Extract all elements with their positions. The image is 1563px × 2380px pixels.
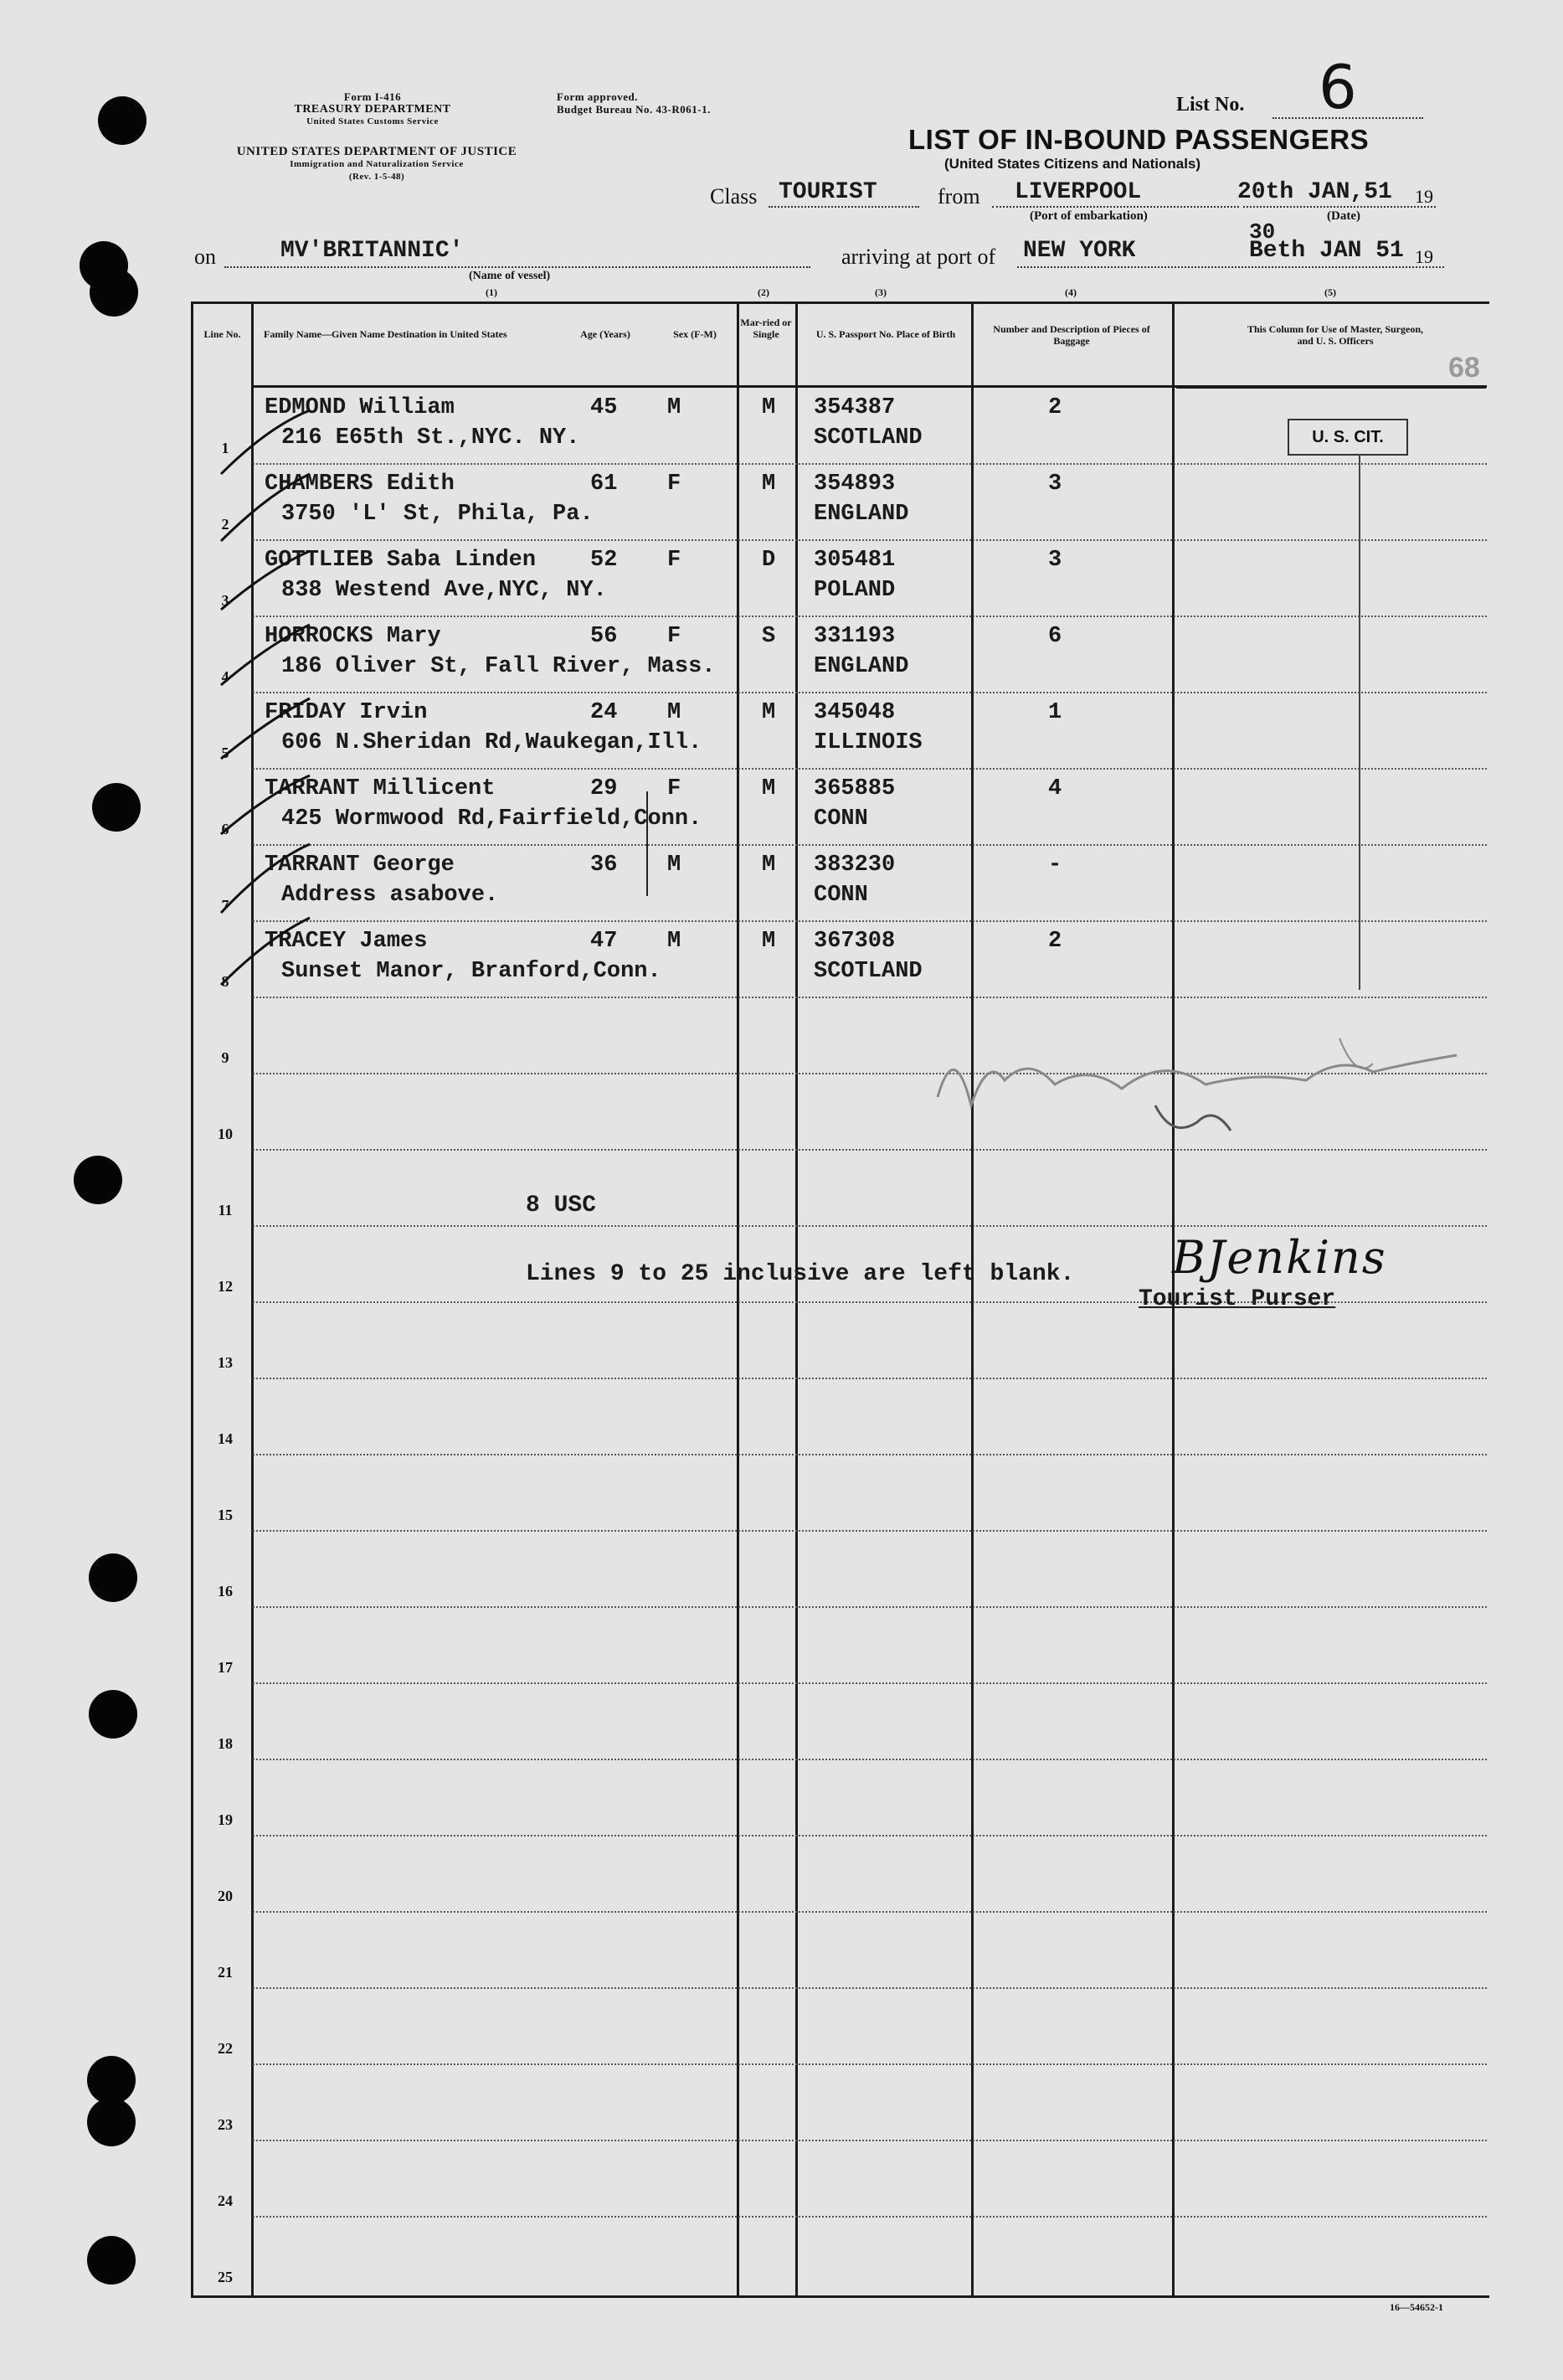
passenger-age: 52 (590, 548, 618, 573)
vessel-name: MV'BRITANNIC' (280, 238, 464, 264)
form-approved: Form approved. (557, 90, 639, 103)
col-num-3: (3) (875, 286, 887, 298)
treasury-block (247, 90, 498, 128)
passenger-passport: 365885 (814, 776, 896, 801)
line-number: 7 (221, 897, 229, 914)
line-number: 23 (218, 2116, 233, 2133)
arriving-label: arriving at port of (841, 245, 996, 269)
line-number: 3 (221, 592, 229, 609)
header-age: Age (Years) (580, 328, 630, 340)
passenger-age: 29 (590, 776, 618, 801)
line-number: 12 (218, 1278, 233, 1295)
row-rule (253, 1606, 1487, 1608)
header-name: Family Name—Given Name Destination in United States (264, 328, 507, 340)
class-label: Class (710, 184, 758, 209)
row-rule (253, 1682, 1487, 1684)
passenger-sex: F (667, 624, 681, 649)
col-num-4: (4) (1065, 286, 1077, 298)
passenger-sex: F (667, 471, 681, 497)
year-suffix-2: 19 (1415, 246, 1433, 267)
line-number: 21 (218, 1964, 233, 1981)
row-rule (253, 1987, 1487, 1989)
passenger-marital-status: D (762, 548, 776, 573)
doj-title: UNITED STATES DEPARTMENT OF JUSTICE (236, 145, 517, 158)
line-number: 22 (218, 2040, 233, 2057)
passenger-sex: F (667, 548, 681, 573)
passenger-address: 425 Wormwood Rd,Fairfield,Conn. (281, 806, 702, 832)
passenger-birthplace: SCOTLAND (814, 959, 923, 984)
passenger-marital-status: M (762, 471, 776, 497)
punch-hole (89, 1690, 137, 1739)
passenger-baggage: 3 (1048, 471, 1062, 497)
class-line (769, 206, 919, 208)
passenger-baggage: 4 (1048, 776, 1062, 801)
passenger-name: CHAMBERS Edith (265, 471, 455, 497)
from-line (992, 206, 1239, 208)
treasury-dept: TREASURY DEPARTMENT (294, 103, 451, 116)
passenger-name: GOTTLIEB Saba Linden (265, 548, 537, 573)
punch-hole (87, 2098, 136, 2146)
passenger-name: HORROCKS Mary (265, 624, 441, 649)
arrival-port: NEW YORK (1023, 238, 1136, 264)
passenger-name: FRIDAY Irvin (265, 700, 428, 725)
line-number: 5 (221, 744, 229, 761)
line-number: 2 (221, 516, 229, 533)
from-label: from (938, 184, 980, 209)
passenger-birthplace: POLAND (814, 578, 896, 603)
inspector-signature (921, 1005, 1465, 1147)
passenger-sex: M (667, 395, 681, 420)
list-no-value: 6 (1319, 52, 1357, 122)
us-cit-stamp: U. S. CIT. (1288, 419, 1408, 456)
passenger-birthplace: CONN (814, 883, 868, 908)
year-suffix: 19 (1415, 186, 1433, 207)
us-cit-bracket-line (1359, 454, 1360, 990)
list-no-label: List No. (1176, 94, 1245, 116)
header-baggage: Number and Description of Pieces of Baggage (993, 323, 1150, 347)
passenger-sex: M (667, 929, 681, 954)
passenger-passport: 383230 (814, 853, 896, 878)
passenger-birthplace: SCOTLAND (814, 425, 923, 451)
bracket-mark (646, 791, 648, 896)
passenger-marital-status: M (762, 700, 776, 725)
line-number: 10 (218, 1126, 233, 1142)
line-number: 25 (218, 2269, 233, 2285)
header-rule-right (1176, 387, 1486, 389)
passenger-passport: 354387 (814, 395, 896, 420)
line-number: 19 (218, 1811, 233, 1828)
passenger-name: TRACEY James (265, 929, 428, 954)
class-value: TOURIST (779, 179, 877, 205)
purser-signature: BJenkins (1172, 1231, 1387, 1284)
passenger-age: 61 (590, 471, 618, 497)
page-subtitle: (United States Citizens and Nationals) (944, 156, 1201, 172)
date-line (1243, 206, 1436, 208)
header-passport: U. S. Passport No. Place of Birth (815, 328, 956, 340)
punch-hole (74, 1156, 122, 1204)
row-rule (253, 1149, 1487, 1151)
doj-block (188, 146, 565, 183)
passenger-marital-status: M (762, 395, 776, 420)
passenger-address: 838 Westend Ave,NYC, NY. (281, 578, 607, 603)
line-number: 6 (221, 821, 229, 837)
line-number: 11 (218, 1202, 233, 1218)
passenger-age: 45 (590, 395, 618, 420)
passenger-sex: M (667, 853, 681, 878)
passenger-marital-status: M (762, 776, 776, 801)
col-num-1: (1) (486, 286, 497, 298)
row-rule (253, 2216, 1487, 2218)
passenger-name: EDMOND William (265, 395, 455, 420)
footer-code: 16—54652-1 (1390, 2301, 1443, 2313)
line-number: 4 (221, 668, 229, 685)
check-marks (209, 394, 343, 1030)
line-number: 20 (218, 1888, 233, 1904)
passenger-sex: M (667, 700, 681, 725)
passenger-passport: 354893 (814, 471, 896, 497)
col-divider-married (795, 301, 798, 2295)
row-rule (253, 692, 1487, 693)
row-rule (253, 1759, 1487, 1760)
passenger-address: 606 N.Sheridan Rd,Waukegan,Ill. (281, 730, 702, 755)
ins-title: Immigration and Naturalization Service (290, 159, 464, 169)
passenger-age: 36 (590, 853, 618, 878)
row-rule (253, 920, 1487, 922)
passenger-birthplace: ILLINOIS (814, 730, 923, 755)
passenger-passport: 345048 (814, 700, 896, 725)
line-number: 8 (221, 973, 229, 990)
line-number: 15 (218, 1507, 233, 1523)
passenger-address: 216 E65th St.,NYC. NY. (281, 425, 580, 451)
approval-block (557, 90, 774, 116)
punch-hole (90, 268, 138, 317)
passenger-marital-status: S (762, 624, 776, 649)
arrival-line (1017, 266, 1444, 268)
row-rule (253, 768, 1487, 770)
blank-lines-note: Lines 9 to 25 inclusive are left blank. (526, 1261, 1075, 1287)
purser-title: Tourist Purser (1139, 1286, 1336, 1312)
passenger-birthplace: ENGLAND (814, 654, 909, 679)
passenger-address: Address asabove. (281, 883, 499, 908)
passenger-age: 47 (590, 929, 618, 954)
passenger-name: TARRANT Millicent (265, 776, 496, 801)
page-mark: 68 (1448, 352, 1480, 384)
passenger-baggage: 2 (1048, 929, 1062, 954)
passenger-age: 56 (590, 624, 618, 649)
date-caption: (Date) (1327, 209, 1360, 223)
col-num-5: (5) (1324, 286, 1336, 298)
passenger-birthplace: ENGLAND (814, 502, 909, 527)
row-rule (253, 2140, 1487, 2141)
row-rule (253, 1454, 1487, 1455)
port-caption: (Port of embarkation) (1030, 209, 1148, 223)
row-rule (253, 2063, 1487, 2065)
line-number: 18 (218, 1735, 233, 1752)
customs-service: United States Customs Service (306, 116, 439, 126)
row-rule (253, 844, 1487, 846)
row-rule (253, 539, 1487, 541)
passenger-address: 3750 'L' St, Phila, Pa. (281, 502, 594, 527)
line-number: 16 (218, 1583, 233, 1600)
passenger-name: TARRANT George (265, 853, 455, 878)
line-number: 13 (218, 1354, 233, 1371)
line-number: 1 (221, 440, 229, 456)
line-number: 24 (218, 2192, 233, 2209)
row-rule (253, 463, 1487, 465)
header-officers: This Column for Use of Master, Surgeon, and U. S. Officers (1247, 323, 1423, 347)
on-label: on (194, 245, 216, 269)
from-value: LIVERPOOL (1015, 179, 1142, 205)
punch-hole (98, 96, 147, 145)
passenger-baggage: 1 (1048, 700, 1062, 725)
passenger-passport: 367308 (814, 929, 896, 954)
row-rule (253, 1911, 1487, 1913)
date-value: 20th JAN,51 (1237, 179, 1392, 205)
header-line-no: Line No. (203, 328, 241, 340)
header-married: Mar-ried or Single (740, 317, 792, 340)
passenger-address: Sunset Manor, Branford,Conn. (281, 959, 661, 984)
punch-hole (87, 2236, 136, 2285)
page-title: LIST OF IN-BOUND PASSENGERS (908, 124, 1370, 155)
col-divider-name (737, 301, 739, 2295)
row-rule (253, 1530, 1487, 1532)
arrival-date-correction: 30 (1249, 219, 1276, 245)
punch-hole (92, 783, 141, 832)
line-number: 9 (221, 1049, 229, 1066)
passenger-address: 186 Oliver St, Fall River, Mass. (281, 654, 716, 679)
row-rule (253, 1835, 1487, 1837)
arrival-date: Beth JAN 51 (1249, 238, 1404, 264)
passenger-marital-status: M (762, 853, 776, 878)
col-divider-passport (971, 301, 974, 2295)
passenger-birthplace: CONN (814, 806, 868, 832)
row-rule (253, 616, 1487, 617)
line-number: 17 (218, 1659, 233, 1676)
passenger-passport: 305481 (814, 548, 896, 573)
punch-hole (89, 1553, 137, 1602)
header-sex: Sex (F-M) (673, 328, 717, 340)
passenger-baggage: 6 (1048, 624, 1062, 649)
revision: (Rev. 1-5-48) (348, 172, 405, 182)
passenger-age: 24 (590, 700, 618, 725)
passenger-baggage: 2 (1048, 395, 1062, 420)
passenger-passport: 331193 (814, 624, 896, 649)
row-rule (253, 1225, 1487, 1227)
passenger-baggage: - (1048, 853, 1062, 878)
vessel-caption: (Name of vessel) (469, 270, 551, 282)
row-rule (253, 997, 1487, 998)
line-number: 14 (218, 1430, 233, 1447)
row-rule (253, 1378, 1487, 1379)
passenger-baggage: 3 (1048, 548, 1062, 573)
form-number: Form I-416 (343, 90, 402, 103)
usc-note: 8 USC (526, 1193, 597, 1218)
budget-bureau: Budget Bureau No. 43-R061-1. (557, 103, 711, 116)
passenger-sex: F (667, 776, 681, 801)
col-num-2: (2) (758, 286, 769, 298)
vessel-line (224, 266, 810, 268)
passenger-marital-status: M (762, 929, 776, 954)
